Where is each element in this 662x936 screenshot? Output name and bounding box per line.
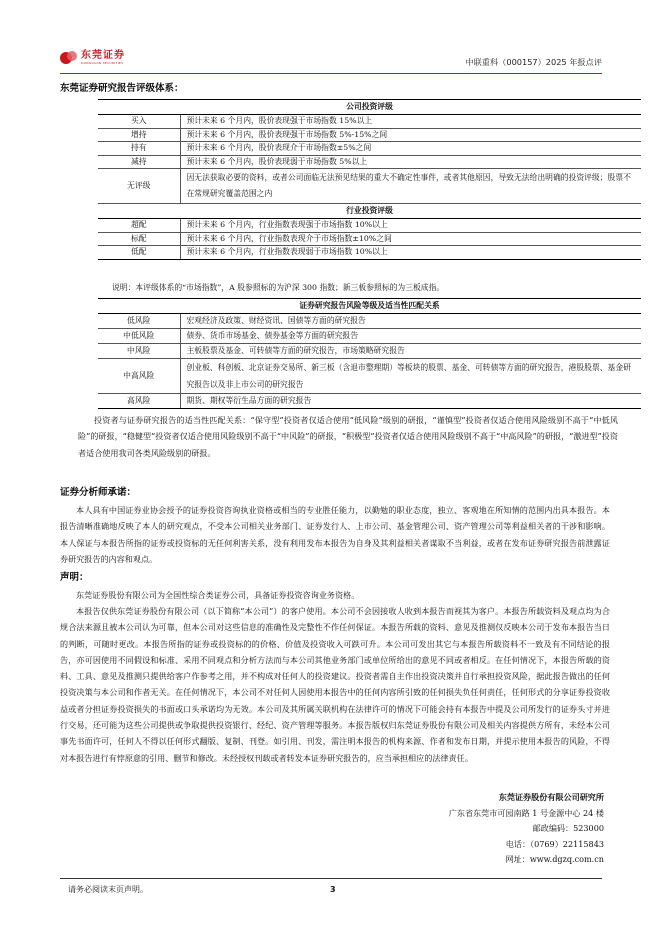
rating-label: 无评级 (98, 169, 180, 204)
report-title: 中联重科（000157）2025 年报点评 (465, 57, 602, 67)
table-row (98, 232, 641, 246)
rating-label: 超配 (98, 219, 180, 233)
risk-desc: 债券、货币市场基金、债券基金等方面的研究报告 (180, 329, 641, 344)
industry-rating-caption: 行业投资评级 (98, 204, 641, 219)
page-number: 3 (330, 885, 336, 894)
brand-logo (60, 50, 125, 65)
risk-desc: 主板股票及基金、可转债等方面的研究报告，市场策略研究报告 (180, 344, 641, 359)
org-name: 东莞证券股份有限公司研究所 (498, 792, 604, 802)
rating-desc: 预计未来 6 个月内，股价表现强于市场指数 15%以上 (180, 115, 641, 129)
suitability-text: 投资者与证券研究报告的适当性匹配关系：“保守型”投资者仅适合使用“低风险”级别的研报，“谨慎型”投资者仅适合使用风险级别不高于“中低风险”的研报，“稳健型”投资者仅适合使用风险级别不高于“中风险”的研报，“积极型”投资者仅适合使用风险级别不高于“中高风险”的研报，“激进型”投资者适合使用我司各类风险级别的研报。 (78, 415, 618, 458)
index-note: 说明：本评级体系的“市场指数”，A 股参照标的为沪深 300 指数；新三板参照标的为三板成指。 (112, 283, 445, 292)
rating-label: 标配 (98, 232, 180, 246)
rating-label: 低配 (98, 246, 180, 260)
org-postcode: 邮政编码：523000 (532, 823, 604, 833)
risk-desc: 创业板、科创板、北京证券交易所、新三板（含退市整理期）等板块的股票、基金、可转债等方面的研究报告，港股股票、基金研究报告以及非上市公司的研究报告 (180, 359, 641, 394)
risk-label: 中风险 (98, 344, 180, 359)
analyst-text: 本人具有中国证券业协会授予的证券投资咨询执业资格或相当的专业胜任能力，以勤勉的职业态度，独立、客观地在所知情的范围内出具本报告。本报告清晰准确地反映了本人的研究观点，不受本公司相关业务部门、证券发行人、上市公司、基金管理公司、资产管理公司等利益相关者的干涉和影响。本人保证与本报告所指的证券或投资标的无任何利害关系，没有利用发布本报告为自身及其利益相关者谋取不当利益，或者在发布证券研究报告前泄露证券研究报告的内容和观点。 (60, 505, 610, 564)
table-row (98, 314, 641, 329)
rating-desc: 预计未来 6 个月内，股价表现弱于市场指数 5%以上 (180, 155, 641, 169)
page-header (60, 40, 602, 74)
rating-system-heading: 东莞证券研究报告评级体系： (60, 83, 184, 94)
rating-label: 持有 (98, 142, 180, 156)
risk-table (98, 298, 641, 409)
rating-desc: 预计未来 6 个月内，行业指数表现强于市场指数 10%以上 (180, 219, 641, 233)
footer-notice: 请务必阅读末页声明。 (68, 885, 148, 894)
rating-label: 减持 (98, 155, 180, 169)
rating-desc: 预计未来 6 个月内，股价表现强于市场指数 5%-15%之间 (180, 128, 641, 142)
risk-caption: 证券研究报告风险等级及适当性匹配关系 (98, 299, 641, 314)
company-rating-caption: 公司投资评级 (98, 100, 641, 115)
brand-name-en: DONGGUAN SECURITIES (81, 61, 124, 65)
rating-label: 买入 (98, 115, 180, 129)
statement-p2: 本报告仅供东莞证券股份有限公司（以下简称“本公司”）的客户使用。本公司不会因接收人收到本报告而视其为客户。本报告所载资料及观点均为合规合法来源且被本公司认为可靠，但本公司对这些信息的准确性及完整性不作任何保证。本报告所载的资料、意见及推测仅反映本公司于发布本报告当日的判断，可随时更改。本报告所指的证券或投资标的的价格、价值及投资收入可跌可升。本公司可发出其它与本报告所载资料不一致及有不同结论的报告，亦可因使用不同假设和标准、采用不同观点和分析方法而与本公司其他业务部门或单位所给出的意见不同或者相反。在任何情况下，本报告所载的资料、工具、意见及推测只提供给客户作参考之用，并不构成对任何人的投资建议。投资者需自主作出投资决策并自行承担投资风险，据此报告做出的任何投资决策与本公司和作者无关。在任何情况下，本公司不对任何人因使用本报告中的任何内容所引致的任何损失负任何责任，任何形式的分享证券投资收益或者分担证券投资损失的书面或口头承诺均为无效。本公司及其所属关联机构在法律许可的情况下可能会持有本报告中提及公司所发行的证券头寸并进行交易，还可能为这些公司提供或争取提供投资银行、经纪、资产管理等服务。本报告版权归东莞证券股份有限公司及相关内容提供方所有，未经本公司事先书面许可，任何人不得以任何形式翻版、复制、刊登。如引用、刊发，需注明本报告的机构来源、作者和发布日期，并提示使用本报告的风险，不得对本报告进行有悖原意的引用、删节和修改。未经授权刊载或者转发本证券研究报告的，应当承担相应的法律责任。 (60, 606, 610, 763)
rating-label: 增持 (98, 128, 180, 142)
table-row (98, 155, 641, 169)
table-row (98, 394, 641, 409)
table-row (98, 329, 641, 344)
table-row (98, 142, 641, 156)
analyst-heading: 证券分析师承诺： (60, 487, 137, 498)
table-row (98, 246, 641, 260)
risk-label: 中低风险 (98, 329, 180, 344)
statement-p1: 东莞证券股份有限公司为全国性综合类证券公司，具备证券投资咨询业务资格。 (76, 590, 360, 600)
table-row (98, 169, 641, 204)
org-block (449, 790, 604, 868)
rating-desc: 因无法获取必要的资料，或者公司面临无法预见结果的重大不确定性事件，或者其他原因，导致无法给出明确的投资评级；股票不在常规研究覆盖范围之内 (180, 169, 641, 204)
table-row (98, 128, 641, 142)
risk-label: 低风险 (98, 314, 180, 329)
table-row (98, 219, 641, 233)
org-website: 网址：www.dgzq.com.cn (505, 854, 604, 864)
rating-desc: 预计未来 6 个月内，行业指数表现介于市场指数±10%之间 (180, 232, 641, 246)
statement-heading: 声明： (60, 572, 89, 583)
risk-desc: 宏观经济及政策、财经资讯、国债等方面的研究报告 (180, 314, 641, 329)
risk-desc: 期货、期权等衍生品方面的研究报告 (180, 394, 641, 409)
rating-table (98, 99, 641, 260)
risk-label: 中高风险 (98, 359, 180, 394)
page-footer (60, 878, 602, 894)
rating-desc: 预计未来 6 个月内，股价表现介于市场指数±5%之间 (180, 142, 641, 156)
org-address: 广东省东莞市可园南路 1 号金源中心 24 楼 (448, 807, 604, 818)
rating-desc: 预计未来 6 个月内，行业指数表现弱于市场指数 10%以上 (180, 246, 641, 260)
table-row (98, 115, 641, 129)
table-row (98, 344, 641, 359)
org-phone: 电话：（0769）22115843 (505, 838, 604, 849)
logo-icon (60, 51, 78, 65)
brand-name: 东莞证券 (81, 50, 125, 61)
header-divider (60, 73, 602, 74)
risk-label: 高风险 (98, 394, 180, 409)
table-row (98, 359, 641, 394)
